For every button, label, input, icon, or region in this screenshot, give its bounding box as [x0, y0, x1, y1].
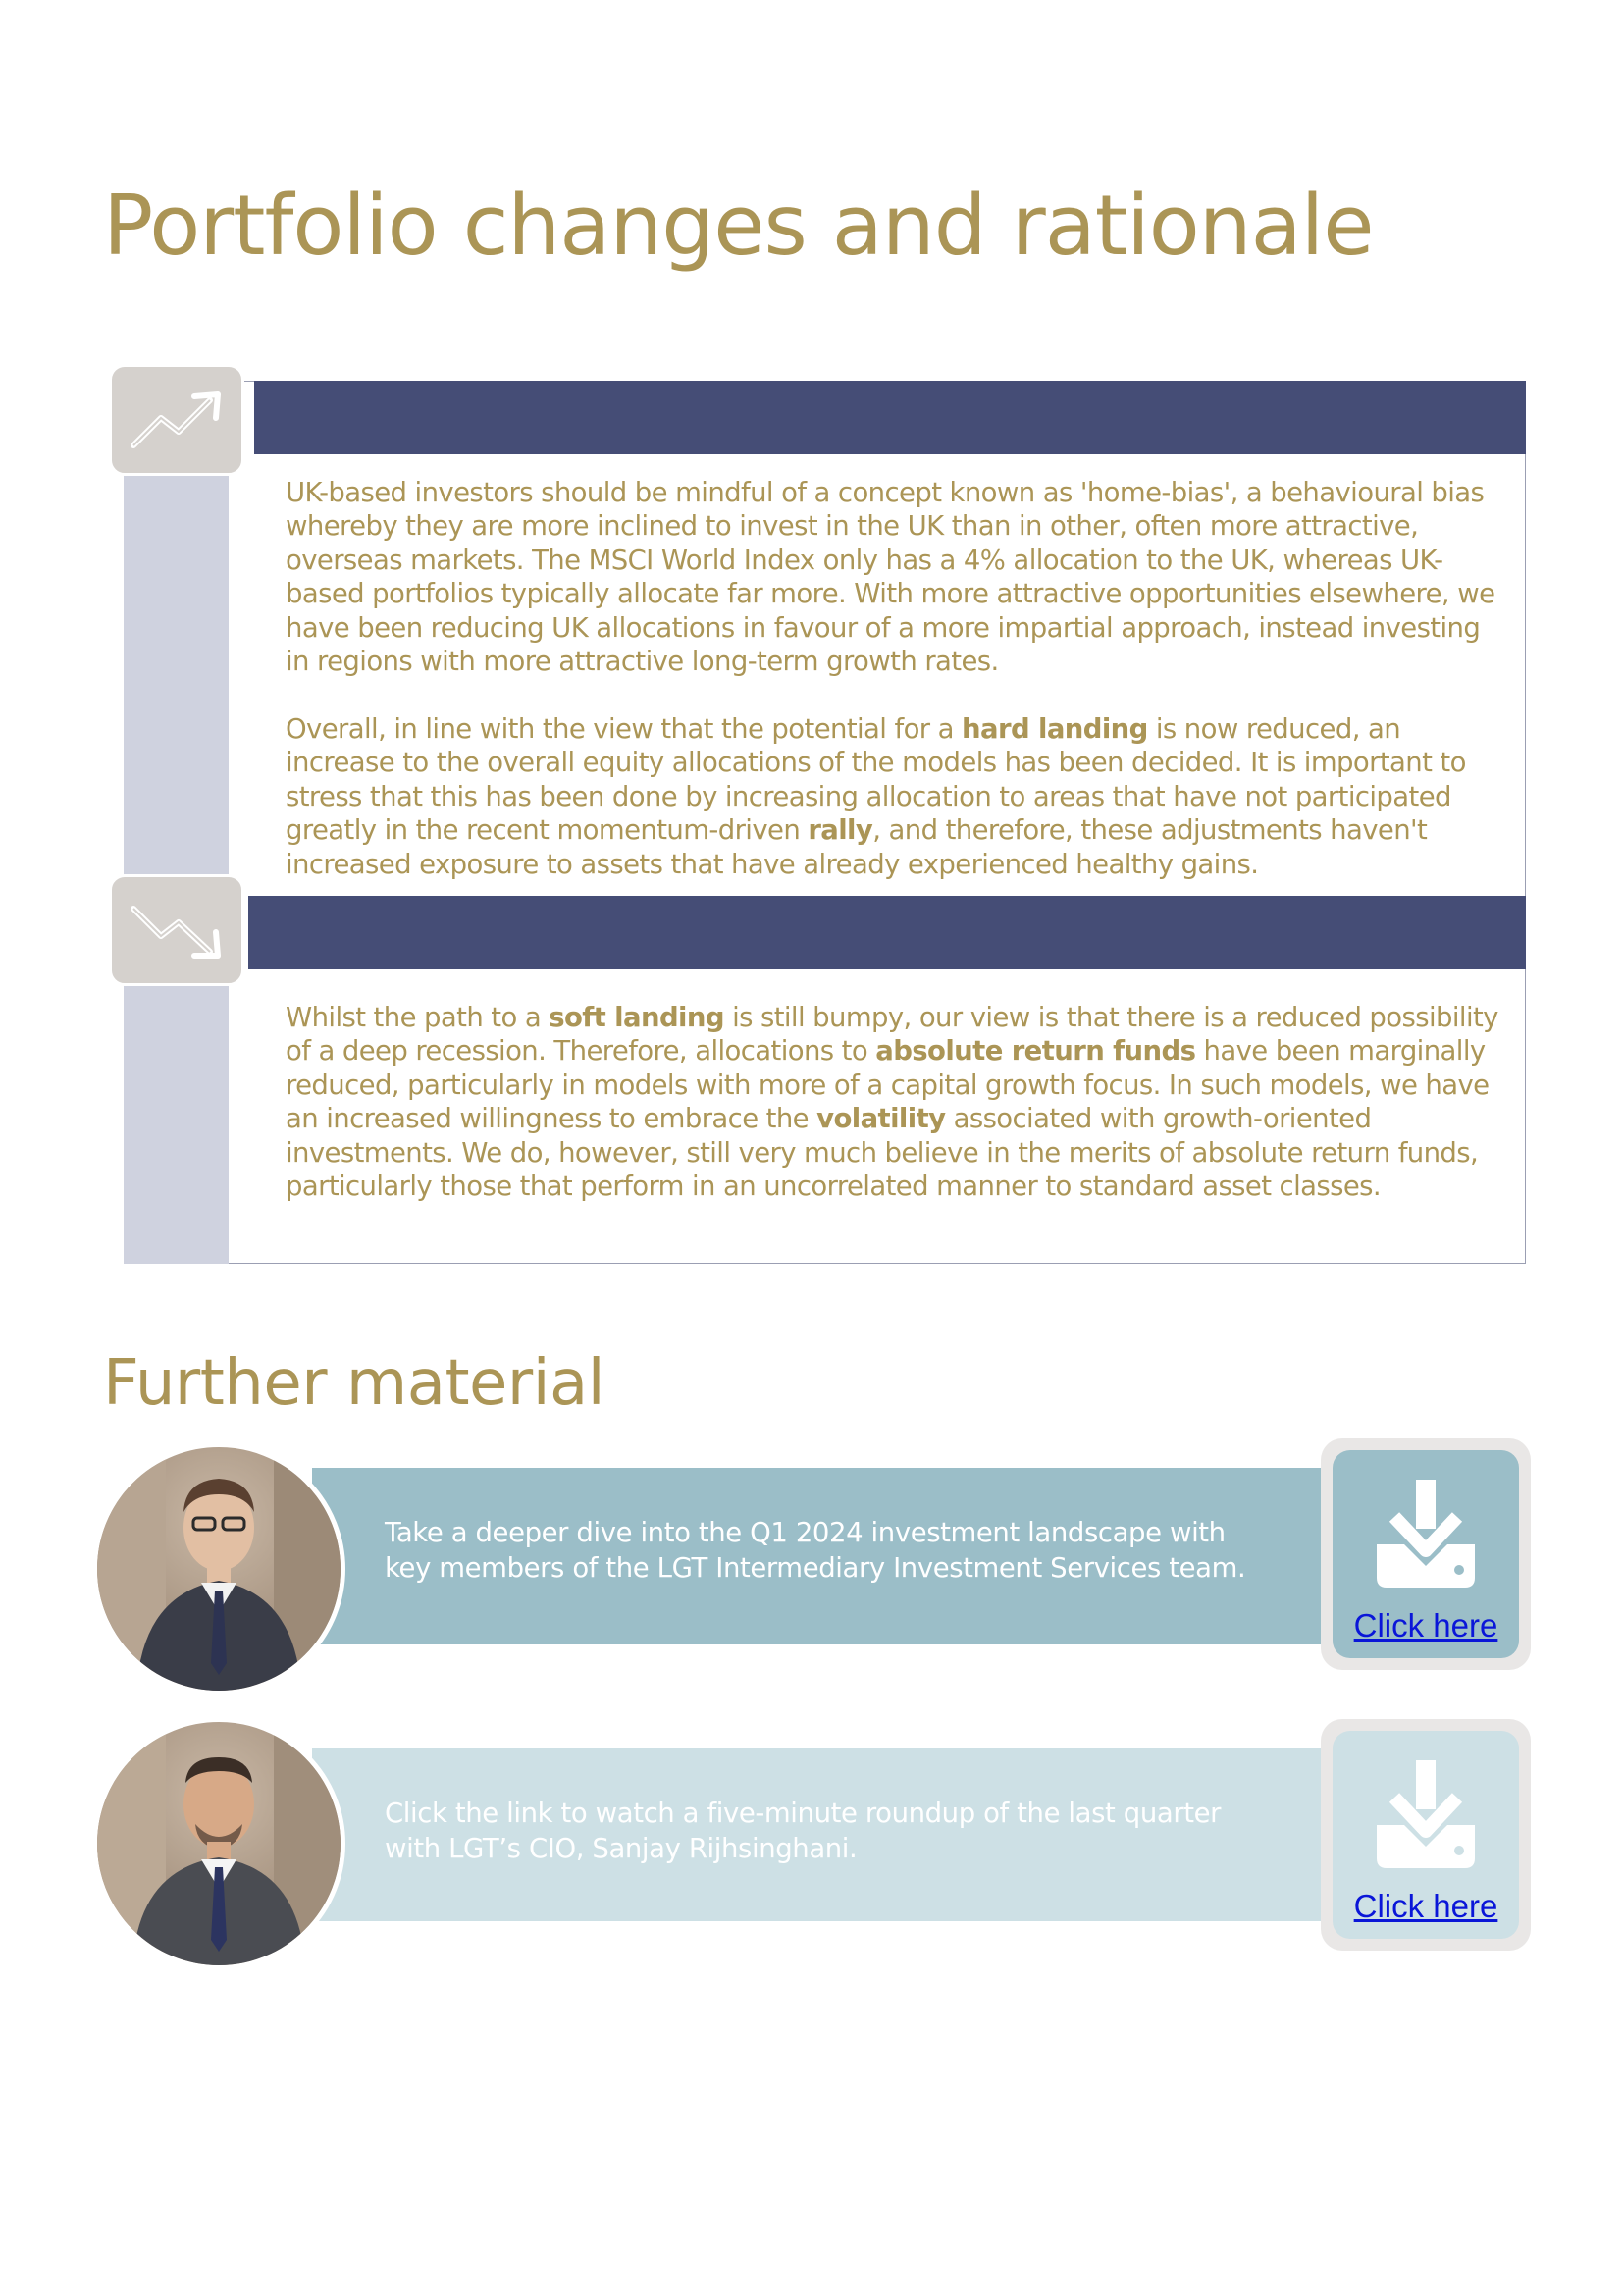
download-button[interactable]: [1333, 1731, 1519, 1939]
text-run: , and therefore, these adjustments haven't increased exposure to assets that have already experienced healthy gains.: [286, 814, 1428, 880]
section-header-band-up: [254, 381, 1526, 454]
equity-allocation-paragraph: [286, 712, 1502, 881]
further-material-title: Further material: [103, 1347, 604, 1420]
bold-term-rally: rally: [808, 814, 873, 847]
text-run: associated with growth-oriented investments. We do, however, still very much believe in the merits of absolute return funds, particularly those that perform in an uncorrelated manner to standard asset classes.: [286, 1103, 1479, 1203]
click-here-link[interactable]: Click here: [1353, 1607, 1498, 1643]
home-bias-paragraph: UK-based investors should be mindful of a concept known as 'home-bias', a behavioural bias whereby they are more inclined to invest in the UK than in other, often more attractive, overseas markets. The MSCI World Index only has a 4% allocation to the UK, whereas UK-based portfolios typically allocate far more. With more attractive opportunities elsewhere, we have been reducing UK allocations in favour of a more impartial approach, instead investing in regions with more attractive long-term growth rates.: [286, 477, 1495, 678]
trend-down-icon: [109, 874, 244, 986]
further-item-bar: [312, 1468, 1333, 1644]
side-strip: [124, 381, 229, 1264]
text-run: Whilst the path to a: [286, 1002, 550, 1033]
text-run: is still bumpy, our view is that there is a reduced possibility of a deep recession. Therefore, allocations to: [286, 1002, 1498, 1068]
bold-term-absolute-return-funds: absolute return funds: [875, 1035, 1196, 1068]
avatar: [92, 1717, 345, 1970]
bold-term-soft-landing: soft landing: [549, 1002, 724, 1033]
page-title: Portfolio changes and rationale: [103, 178, 1374, 275]
bold-term-volatility: volatility: [816, 1103, 946, 1135]
text-run: Overall, in line with the view that the potential for a: [286, 713, 963, 745]
download-button-frame[interactable]: [1321, 1438, 1531, 1670]
avatar: [92, 1442, 345, 1695]
absolute-return-paragraph: [286, 1001, 1502, 1203]
section-header-band-down: [248, 896, 1526, 969]
further-item-bar: [312, 1748, 1333, 1921]
text-run: is now reduced, an increase to the overall equity allocations of the models has been decided. It is important to stress that this has been done by increasing allocation to areas that have not participated greatly in the recent momentum-driven: [286, 713, 1466, 847]
download-icon: [1377, 1760, 1475, 1868]
text-run: have been marginally reduced, particularly in models with more of a capital growth focus. In such models, we have an increased willingness to embrace the: [286, 1035, 1490, 1135]
download-button-frame[interactable]: [1321, 1719, 1531, 1951]
trend-up-icon: [109, 364, 244, 476]
further-item-text: Take a deeper dive into the Q1 2024 investment landscape with key members of the LGT Intermediary Investment Services team.: [385, 1517, 1246, 1584]
download-button[interactable]: [1333, 1450, 1519, 1658]
bold-term-hard-landing: hard landing: [962, 713, 1148, 745]
further-item-text: Click the link to watch a five-minute roundup of the last quarter with LGT’s CIO, Sanjay Rijhsinghani.: [385, 1798, 1222, 1864]
download-icon: [1377, 1480, 1475, 1588]
click-here-link[interactable]: Click here: [1353, 1888, 1498, 1924]
